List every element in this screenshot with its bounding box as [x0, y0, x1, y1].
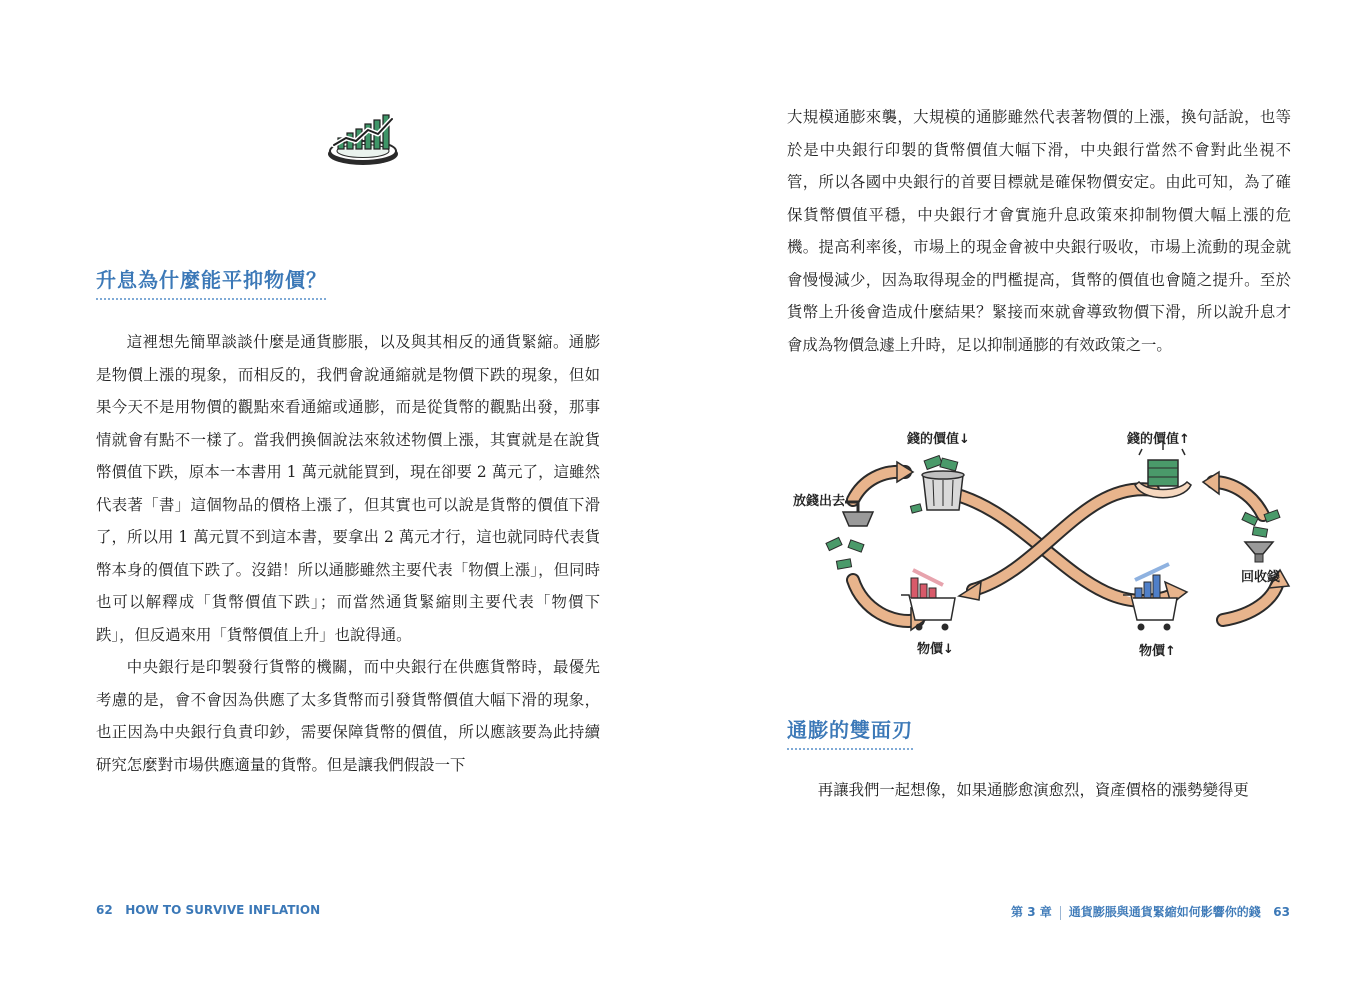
label-money-value-down: 錢的價值↓ — [907, 432, 970, 447]
monetary-cycle-diagram — [783, 420, 1303, 665]
label-price-down: 物價↓ — [917, 642, 954, 657]
label-release-money: 放錢出去 — [793, 494, 846, 509]
label-collect-money: 回收錢 — [1241, 570, 1281, 585]
page-footer — [1011, 903, 1290, 920]
chapter-title: 通貨膨脹與通貨緊縮如何影響你的錢 — [1068, 905, 1261, 919]
arrow-up-icon: ↑ — [1179, 432, 1190, 447]
section-heading: 升息為什麼能平抑物價？ — [96, 268, 327, 292]
paragraph: 再讓我們一起想像，如果通膨愈演愈烈，資產價格的漲勢變得更 — [817, 781, 1249, 799]
label-money-value-up: 錢的價值↑ — [1127, 432, 1190, 447]
trash-can-icon — [910, 456, 964, 514]
body-text — [787, 774, 1291, 807]
hands-holding-money-icon — [1135, 443, 1191, 498]
section-heading: 通膨的雙面刃 — [787, 718, 913, 742]
right-page — [683, 0, 1366, 982]
arrow-down-icon: ↓ — [959, 432, 970, 447]
infinity-loop — [783, 420, 1303, 665]
page-number: 63 — [1273, 905, 1290, 919]
heading-underline — [96, 298, 326, 300]
footer-divider — [1060, 906, 1061, 920]
arrow-down-icon: ↓ — [943, 642, 954, 657]
body-text — [96, 326, 600, 781]
paragraph: 大規模通膨來襲，大規模的通膨雖然代表著物價的上漲，換句話說，也等於是中央銀行印製的貨幣價值大幅下滑，中央銀行當然不會對此坐視不管，所以各國中央銀行的首要目標就是確保物價安定。由此可知，為了確保貨幣價值平穩，中央銀行才會實施升息政策來抑制物價大幅上漲的危機。提高利率後，市場上的現金會被中央銀行吸收，市場上流動的現金就會慢慢減少，因為取得現金的門檻提高，貨幣的價值也會隨之提升。至於貨幣上升後會造成什麼結果？緊接而來就會導致物價下滑，所以說升息才會成為物價急遽上升時，足以抑制通膨的有效政策之一。 — [787, 108, 1291, 354]
body-text — [787, 101, 1291, 361]
chapter-number: 第 3 章 — [1011, 905, 1052, 919]
shower-money-icon — [826, 502, 873, 569]
growth-chart-icon — [326, 112, 400, 168]
label-price-up: 物價↑ — [1139, 644, 1176, 659]
page-footer — [96, 903, 320, 917]
page-number: 62 — [96, 903, 113, 917]
heading-underline — [787, 748, 913, 750]
paragraph: 中央銀行是印製發行貨幣的機關，而中央銀行在供應貨幣時，最優先考慮的是，會不會因為供應了太多貨幣而引發貨幣價值大幅下滑的現象，也正因為中央銀行負責印鈔，需要保障貨幣的價值，所以應該要為此持續研究怎麼對市場供應適量的貨幣。但是讓我們假設一下 — [96, 658, 600, 774]
arrow-up-icon: ↑ — [1165, 644, 1176, 659]
running-title: HOW TO SURVIVE INFLATION — [125, 903, 321, 917]
paragraph: 這裡想先簡單談談什麼是通貨膨脹，以及與其相反的通貨緊縮。通膨是物價上漲的現象，而相反的，我們會說通縮就是物價下跌的現象，但如果今天不是用物價的觀點來看通縮或通膨，而是從貨幣的觀點出發，那事情就會有點不一樣了。當我們換個說法來敘述物價上漲，其實就是在說貨幣價值下跌，原本一本書用 1 萬元就能買到，現在卻要 2 萬元了，這雖然代表著「書」這個物品的價格上漲了，但其實也可以說是貨幣的價值下滑了，所以用 1 萬元買不到這本書，要拿出 2 萬元才行，這也就同時代表貨幣本身的價值下跌了。沒錯！所以通膨雖然主要代表「物價上漲」，但同時也可以解釋成「貨幣價值下跌」；而當然通貨緊縮則主要代表「物價下跌」，但反過來用「貨幣價值上升」也說得通。 — [96, 333, 600, 644]
cart-price-up-icon — [1123, 564, 1177, 631]
